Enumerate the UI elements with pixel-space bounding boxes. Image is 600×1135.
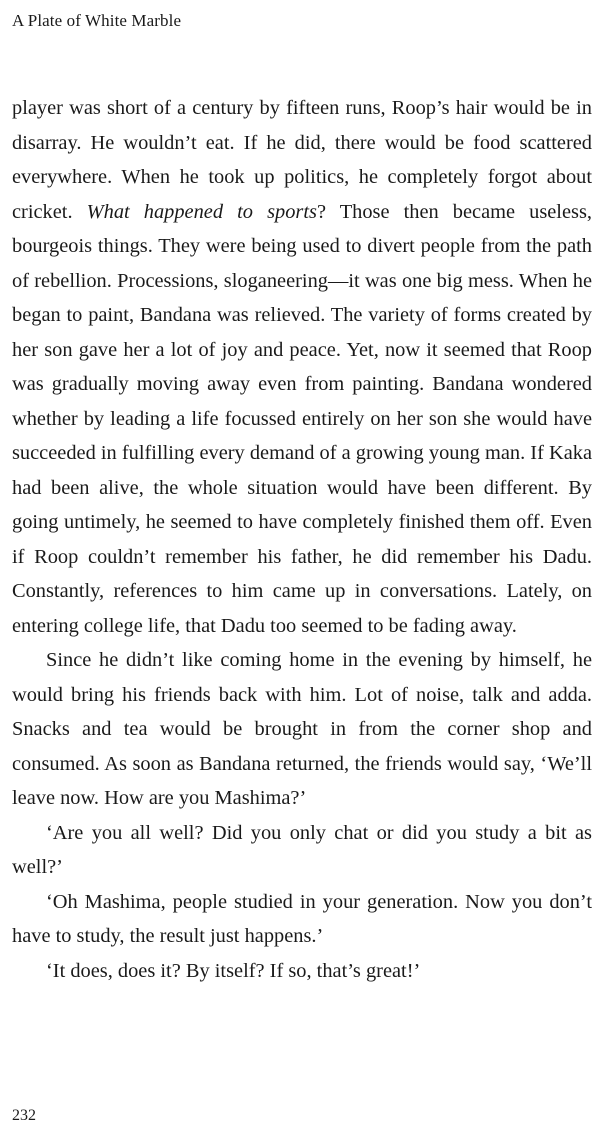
paragraph: ‘Are you all well? Did you only chat or did you study a bit as well?’ [12, 821, 592, 878]
paragraph: Since he didn’t like coming home in the evening by himself, he would bring his friends back with him. Lot of noise, talk and adda. Snacks and tea would be brought in from the corner shop and consumed. As soon as Bandana returned, the friends would say, ‘We’ll leave now. How are you Mashima?’ [12, 649, 592, 809]
paragraph-text: player was short of a century by fifteen runs, Roop’s hair would be in disarray. He wouldn’t eat. If he did, there would be food scattered everywhere. When he took up politics, he completely forgot about cricket. [12, 97, 592, 223]
page-number: 232 [12, 1107, 36, 1124]
paragraph: ‘Oh Mashima, people studied in your generation. Now you don’t have to study, the result just happens.’ [12, 890, 592, 947]
body-text [12, 91, 592, 988]
paragraph: ‘It does, does it? By itself? If so, that’s great!’ [46, 959, 421, 982]
paragraph [12, 91, 592, 643]
italic-phrase: What happened to sports [86, 200, 317, 223]
paragraph-text: ? Those then became useless, bourgeois things. They were being used to divert people from the path of rebellion. Processions, sloganeering—it was one big mess. When he began to paint, Bandana was relieved. The variety of forms created by her son gave her a lot of joy and peace. Yet, now it seemed that Roop was gradually moving away even from painting. Bandana wondered whether by leading a life focussed entirely on her son she would have succeeded in fulfilling every demand of a growing young man. If Kaka had been alive, the whole situation would have been different. By going untimely, he seemed to have completely finished them off. Even if Roop couldn’t remember his father, he did remember his Dadu. Constantly, references to him came up in conversations. Lately, on entering college life, that Dadu too seemed to be fading away. [12, 200, 592, 637]
running-head: A Plate of White Marble [12, 11, 182, 30]
